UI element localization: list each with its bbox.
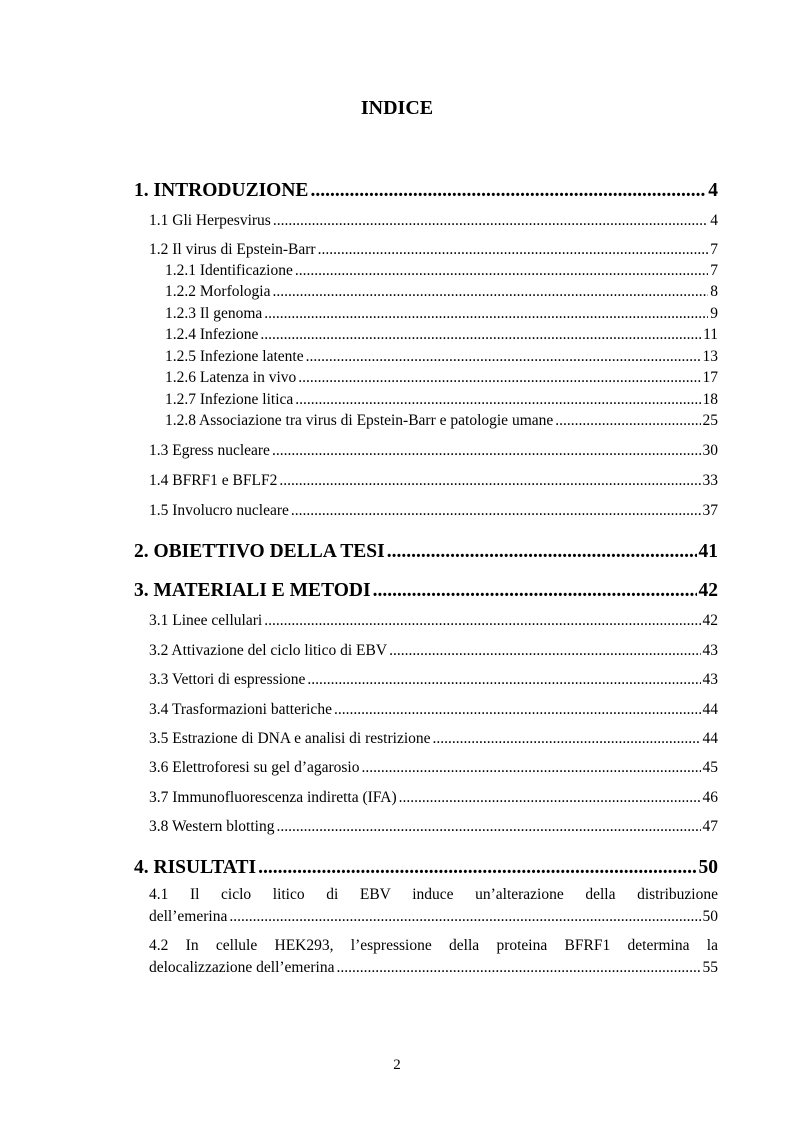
dot-leader — [399, 789, 701, 807]
toc-entry-page: 50 — [698, 857, 718, 878]
toc-entry-section[interactable] — [149, 502, 718, 520]
toc-entry-page: 30 — [702, 442, 718, 459]
toc-entry-label: 1.4 BFRF1 e BFLF2 — [149, 472, 278, 489]
dot-leader — [555, 412, 700, 430]
toc-entry-page: 47 — [702, 818, 718, 835]
toc-entry-section[interactable] — [149, 884, 718, 928]
toc-entry-label: 3.1 Linee cellulari — [149, 612, 263, 629]
dot-leader — [433, 730, 701, 748]
toc-entry-page: 55 — [702, 959, 718, 976]
dot-leader — [264, 305, 708, 323]
dot-leader — [336, 957, 700, 979]
toc-entry-chapter[interactable] — [134, 180, 718, 202]
dot-leader — [373, 580, 697, 602]
toc-entry-label: 1.2.3 Il genoma — [165, 305, 263, 322]
dot-leader — [310, 180, 706, 202]
toc-entry-page: 4 — [710, 212, 718, 229]
dot-leader — [276, 818, 700, 836]
toc-entry-section[interactable] — [149, 212, 718, 230]
toc-entry-label: 1.2.6 Latenza in vivo — [165, 369, 297, 386]
toc-entry-page: 25 — [702, 412, 718, 429]
toc-entry-label: 1.2.4 Infezione — [165, 326, 259, 343]
toc-entry-page: 50 — [702, 908, 718, 925]
toc-entry-label: 1. INTRODUZIONE — [134, 180, 309, 201]
toc-entry-page: 13 — [702, 348, 718, 365]
toc-entry-chapter[interactable] — [134, 857, 718, 879]
dot-leader — [334, 701, 701, 719]
toc-entry-subsection[interactable] — [165, 391, 718, 409]
toc-entry-label: 3.7 Immunofluorescenza indiretta (IFA) — [149, 789, 397, 806]
toc-entry-label: 1.1 Gli Herpesvirus — [149, 212, 271, 229]
toc-entry-label: 3.6 Elettroforesi su gel d’agarosio — [149, 759, 360, 776]
toc-entry-subsection[interactable] — [165, 305, 718, 323]
toc-entry-page: 18 — [702, 391, 718, 408]
toc-entry-page: 8 — [710, 283, 718, 300]
toc-entry-label: 1.2.5 Infezione latente — [165, 348, 304, 365]
dot-leader — [258, 857, 696, 879]
toc-entry-section[interactable] — [149, 701, 718, 719]
toc-entry-section[interactable] — [149, 442, 718, 460]
toc-entry-page: 4 — [708, 180, 718, 201]
dot-leader — [306, 348, 701, 366]
toc-entry-label-cont: dell’emerina — [149, 908, 228, 925]
dot-leader — [298, 369, 700, 387]
toc-entry-page: 7 — [710, 241, 718, 258]
toc-entry-subsection[interactable] — [165, 262, 718, 280]
toc-entry-section[interactable] — [149, 671, 718, 689]
toc-entry-section[interactable] — [149, 472, 718, 490]
toc-entry-page: 44 — [702, 730, 718, 747]
toc-entry-subsection[interactable] — [165, 412, 718, 430]
toc-entry-page: 33 — [702, 472, 718, 489]
toc-entry-label: 1.2.2 Morfologia — [165, 283, 271, 300]
toc-entry-label: 1.3 Egress nucleare — [149, 442, 270, 459]
toc-entry-label: 2. OBIETTIVO DELLA TESI — [134, 541, 385, 562]
dot-leader — [307, 671, 700, 689]
dot-leader — [318, 241, 709, 259]
toc-entry-page: 9 — [710, 305, 718, 322]
toc-entry-page: 43 — [702, 642, 718, 659]
toc-entry-label: 4.2 In cellule HEK293, l’espressione della proteina BFRF1 determina la — [149, 937, 718, 954]
toc-entry-section[interactable] — [149, 730, 718, 748]
toc-entry-page: 7 — [710, 262, 718, 279]
dot-leader — [260, 326, 701, 344]
toc-entry-label: 4.1 Il ciclo litico di EBV induce un’alterazione della distribuzione — [149, 886, 718, 903]
dot-leader — [291, 502, 701, 520]
dot-leader — [387, 541, 697, 563]
toc-entry-page: 45 — [702, 759, 718, 776]
toc-entry-section[interactable] — [149, 818, 718, 836]
toc-entry-label: 3.4 Trasformazioni batteriche — [149, 701, 332, 718]
toc-entry-page: 44 — [702, 701, 718, 718]
toc-entry-page: 11 — [703, 326, 718, 343]
toc-entry-page: 46 — [702, 789, 718, 806]
toc-entry-page: 37 — [702, 502, 718, 519]
toc-entry-label: 1.2.1 Identificazione — [165, 262, 293, 279]
toc-entry-subsection[interactable] — [165, 369, 718, 387]
toc-entry-page: 17 — [702, 369, 718, 386]
toc-entry-page: 43 — [702, 671, 718, 688]
toc-entry-label: 3.2 Attivazione del ciclo litico di EBV — [149, 642, 388, 659]
dot-leader — [295, 391, 700, 409]
toc-entry-page: 42 — [698, 580, 718, 601]
toc-entry-subsection[interactable] — [165, 326, 718, 344]
toc-entry-page: 41 — [698, 541, 718, 562]
dot-leader — [273, 212, 708, 230]
toc-entry-label: 1.5 Involucro nucleare — [149, 502, 289, 519]
dot-leader — [389, 642, 700, 660]
toc-entry-label: 4. RISULTATI — [134, 857, 257, 878]
toc-entry-label: 3.8 Western blotting — [149, 818, 275, 835]
toc-entry-section[interactable] — [149, 789, 718, 807]
toc-entry-subsection[interactable] — [165, 283, 718, 301]
dot-leader — [279, 472, 700, 490]
dot-leader — [264, 612, 700, 630]
toc-entry-section[interactable] — [149, 935, 718, 979]
toc-entry-subsection[interactable] — [165, 348, 718, 366]
toc-entry-label: 3.5 Estrazione di DNA e analisi di restrizione — [149, 730, 431, 747]
toc-entry-chapter[interactable] — [134, 580, 718, 602]
toc-entry-section[interactable] — [149, 642, 718, 660]
toc-entry-label: 1.2.8 Associazione tra virus di Epstein-Barr e patologie umane — [165, 412, 554, 429]
dot-leader — [272, 283, 708, 301]
toc-entry-page: 42 — [702, 612, 718, 629]
toc-entry-section[interactable] — [149, 759, 718, 777]
toc-entry-label: 1.2.7 Infezione litica — [165, 391, 294, 408]
page-number: 2 — [393, 1057, 401, 1073]
dot-leader — [295, 262, 708, 280]
toc-entry-chapter[interactable] — [134, 541, 718, 563]
dot-leader — [361, 759, 700, 777]
toc-entry-section[interactable] — [149, 241, 718, 259]
toc-entry-section[interactable] — [149, 612, 718, 630]
page-title: INDICE — [360, 97, 434, 119]
dot-leader — [229, 906, 700, 928]
toc-entry-label: 1.2 Il virus di Epstein-Barr — [149, 241, 316, 258]
toc-entry-label-cont: delocalizzazione dell’emerina — [149, 959, 335, 976]
dot-leader — [272, 442, 701, 460]
toc-entry-label: 3.3 Vettori di espressione — [149, 671, 306, 688]
toc-entry-label: 3. MATERIALI E METODI — [134, 580, 371, 601]
